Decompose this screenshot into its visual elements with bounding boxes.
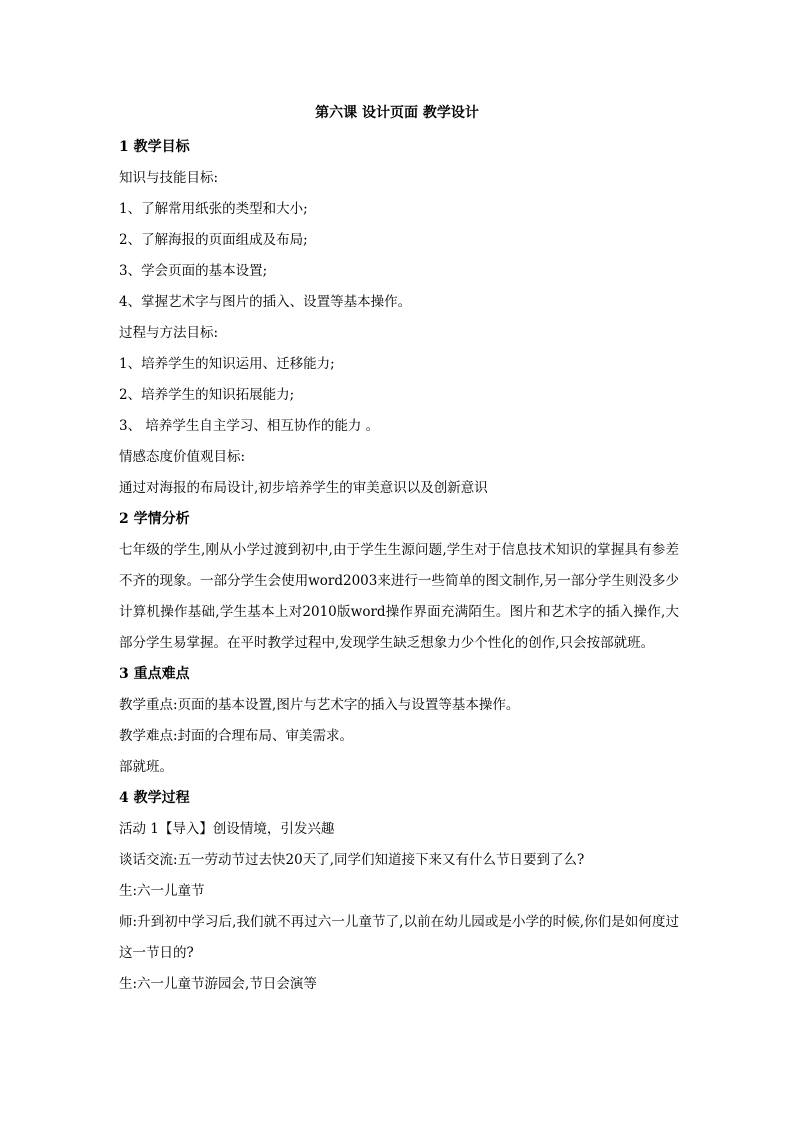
document-title: 第六课 设计页面 教学设计 [315, 105, 479, 121]
knowledge-goal-item: 3、学会页面的基本设置; [119, 263, 268, 279]
process-goal-item: 3、 培养学生自主学习、相互协作的能力 。 [119, 418, 380, 434]
dialogue-line: 谈话交流:五一劳动节过去快20天了,同学们知道接下来又有什么节日要到了么? [119, 852, 585, 868]
stray-text: 部就班。 [119, 759, 173, 775]
dialogue-line: 生:六一儿童节 [119, 883, 205, 899]
process-goals-label: 过程与方法目标: [119, 325, 219, 341]
difficult-point-text: 教学难点:封面的合理布局、审美需求。 [119, 728, 354, 744]
student-analysis-paragraph: 七年级的学生,刚从小学过渡到初中,由于学生生源问题,学生对于信息技术知识的掌握具有参差不齐的现象。一部分学生会使用word2003来进行一些简单的图文制作,另一部分学生则没多少计算机操作基础,学生基本上对2010版word操作界面充满陌生。图片和艺术字的插入操作,大部分学生易掌握。在平时教学过程中,发现学生缺乏想象力少个性化的创作,只会按部就班。 [119, 542, 679, 651]
section-heading-process: 4 教学过程 [119, 790, 190, 806]
dialogue-line: 生:六一儿童节游园会,节日会演等 [119, 976, 317, 992]
section-heading-objectives: 1 教学目标 [119, 139, 190, 155]
section-heading-analysis: 2 学情分析 [119, 511, 190, 527]
key-point-text: 教学重点:页面的基本设置,图片与艺术字的插入与设置等基本操作。 [119, 697, 520, 713]
knowledge-goal-item: 4、掌握艺术字与图片的插入、设置等基本操作。 [119, 294, 412, 310]
emotion-goal-item: 通过对海报的布局设计,初步培养学生的审美意识以及创新意识 [119, 480, 488, 496]
activity-title: 活动 1【导入】创设情境，引发兴趣 [119, 821, 335, 837]
process-goal-item: 1、培养学生的知识运用、迁移能力; [119, 356, 335, 372]
section-heading-key-points: 3 重点难点 [119, 666, 190, 682]
dialogue-paragraph: 师:升到初中学习后,我们就不再过六一儿童节了,以前在幼儿园或是小学的时候,你们是如何度过这一节日的? [119, 914, 679, 961]
emotion-goals-label: 情感态度价值观目标: [119, 449, 246, 465]
process-goal-item: 2、培养学生的知识拓展能力; [119, 387, 295, 403]
knowledge-goals-label: 知识与技能目标: [119, 170, 219, 186]
document-body [119, 132, 679, 1000]
knowledge-goal-item: 1、了解常用纸张的类型和大小; [119, 201, 308, 217]
knowledge-goal-item: 2、了解海报的页面组成及布局; [119, 232, 308, 248]
